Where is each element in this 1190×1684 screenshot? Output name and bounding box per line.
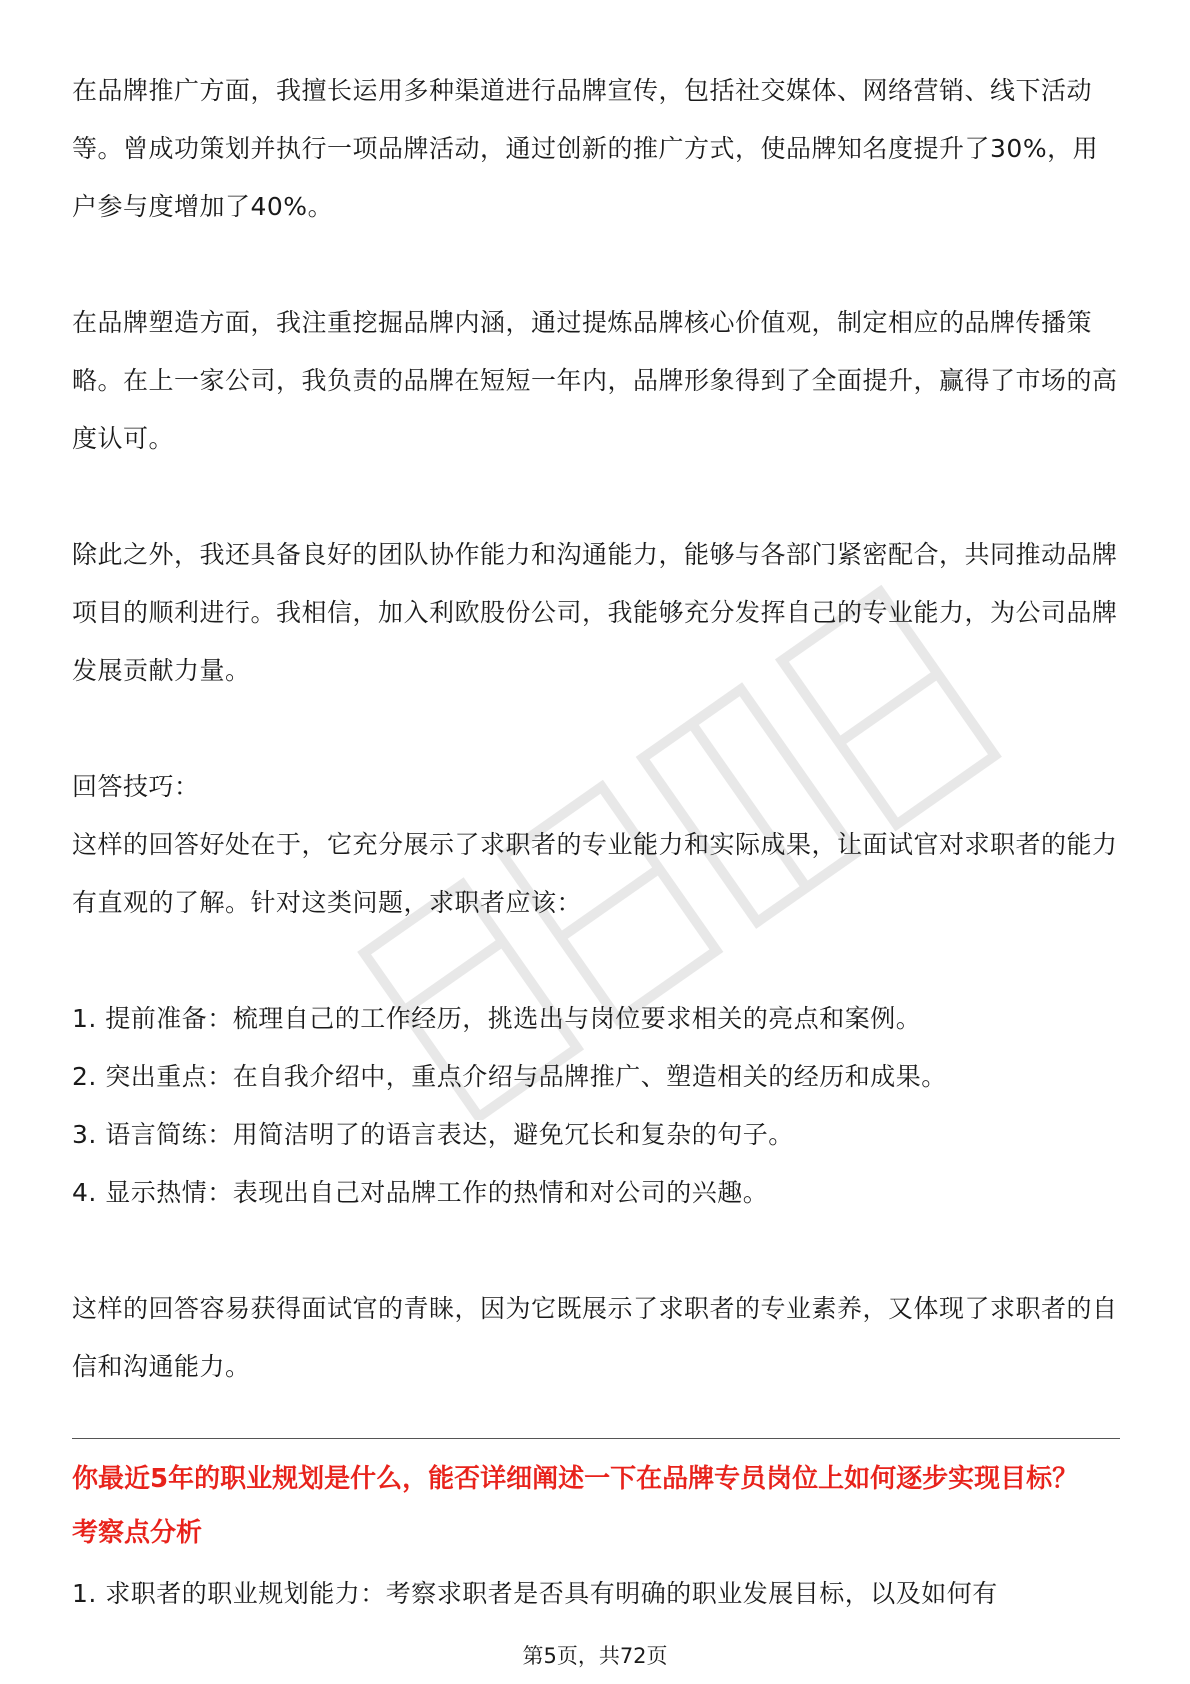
page-footer: 第5页，共72页 bbox=[522, 1644, 668, 1668]
paragraph-brand-promotion: 在品牌推广方面，我擅长运用多种渠道进行品牌宣传，包括社交媒体、网络营销、线下活动等。曾成功策划并执行一项品牌活动，通过创新的推广方式，使品牌知名度提升了30%，用户参与度增加了40%。 bbox=[72, 76, 1099, 221]
question-heading: 你最近5年的职业规划是什么，能否详细阐述一下在品牌专员岗位上如何逐步实现目标？ bbox=[72, 1464, 1079, 1494]
analysis-item: 1. 求职者的职业规划能力：考察求职者是否具有明确的职业发展目标，以及如何有 bbox=[72, 1579, 998, 1608]
paragraph-teamwork: 除此之外，我还具备良好的团队协作能力和沟通能力，能够与各部门紧密配合，共同推动品牌项目的顺利进行。我相信，加入利欧股份公司，我能够充分发挥自己的专业能力，为公司品牌发展贡献力量。 bbox=[72, 540, 1118, 685]
tips-list-item: 2. 突出重点：在自我介绍中，重点介绍与品牌推广、塑造相关的经历和成果。 bbox=[72, 1062, 947, 1091]
tips-conclusion: 这样的回答容易获得面试官的青睐，因为它既展示了求职者的专业素养，又体现了求职者的自信和沟通能力。 bbox=[72, 1294, 1118, 1381]
paragraph-brand-building: 在品牌塑造方面，我注重挖掘品牌内涵，通过提炼品牌核心价值观，制定相应的品牌传播策略。在上一家公司，我负责的品牌在短短一年内，品牌形象得到了全面提升，赢得了市场的高度认可。 bbox=[72, 308, 1118, 453]
tips-intro: 这样的回答好处在于，它充分展示了求职者的专业能力和实际成果，让面试官对求职者的能力有直观的了解。针对这类问题，求职者应该： bbox=[72, 830, 1118, 917]
document-body bbox=[72, 62, 1120, 1623]
tips-list-item: 1. 提前准备：梳理自己的工作经历，挑选出与岗位要求相关的亮点和案例。 bbox=[72, 1004, 922, 1033]
section-divider bbox=[72, 1438, 1120, 1439]
tips-list-item: 4. 显示热情：表现出自己对品牌工作的热情和对公司的兴趣。 bbox=[72, 1178, 769, 1207]
tips-label: 回答技巧： bbox=[72, 772, 200, 801]
analysis-heading: 考察点分析 bbox=[72, 1518, 203, 1548]
tips-list-item: 3. 语言简练：用简洁明了的语言表达，避免冗长和复杂的句子。 bbox=[72, 1120, 794, 1149]
